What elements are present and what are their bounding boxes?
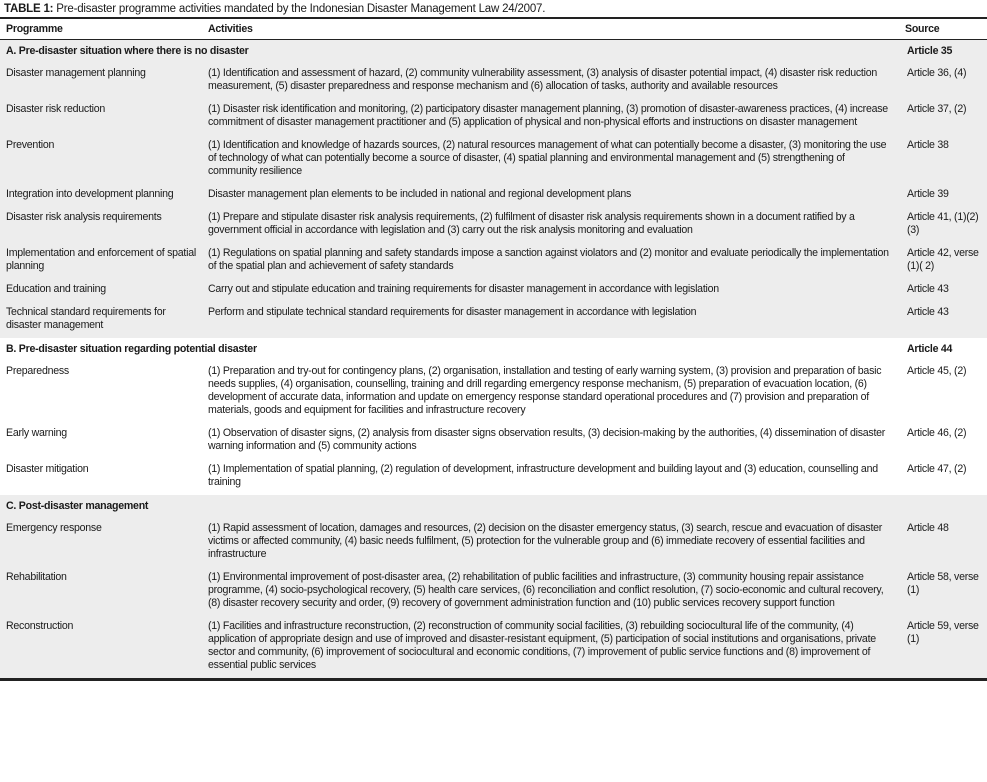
activities-cell: (1) Observation of disaster signs, (2) analysis from disaster signs observation results, (3) decision-making by the authorities, (4) dissemination of disaster warning information and (5) community actions [208, 427, 886, 452]
source-cell: Article 46, (2) [907, 427, 967, 439]
table-row [0, 63, 987, 99]
source-cell: Article 37, (2) [899, 99, 987, 135]
table-row [0, 423, 987, 459]
programme-cell: Education and training [0, 279, 202, 302]
activities-cell: (1) Disaster risk identification and monitoring, (2) participatory disaster management planning, (3) promotion of disaster-awareness practices, (4) increase commitment of disaster management practitioner and (5) application of physical and non-physical efforts and instructions on disaster management [202, 99, 899, 135]
table-row [0, 99, 987, 135]
section-title: C. Post-disaster management [0, 495, 899, 518]
programme-cell: Integration into development planning [0, 184, 202, 207]
activities-cell: (1) Rapid assessment of location, damages and resources, (2) decision on the disaster emergency status, (3) search, rescue and evacuation of disaster victims or affected community, (4) basic needs fulfilment, (5) protection for the vulnerable group and (6) immediate recovery of essential facilities and infrastructure [202, 518, 899, 567]
programme-cell: Implementation and enforcement of spatial planning [0, 243, 202, 279]
source-cell: Article 43 [899, 279, 987, 302]
programme-cell: Disaster mitigation [6, 463, 89, 475]
programme-cell: Emergency response [0, 518, 202, 567]
section-title: B. Pre-disaster situation regarding potential disaster [6, 343, 257, 355]
source-cell: Article 58, verse (1) [899, 567, 987, 616]
programme-cell: Preparedness [6, 365, 69, 377]
programme-cell: Disaster management planning [0, 63, 202, 99]
table-row [0, 135, 987, 184]
caption-label: TABLE 1: [4, 3, 54, 15]
section-source [899, 495, 987, 518]
source-cell: Article 43 [899, 302, 987, 338]
programme-table [0, 19, 987, 681]
activities-cell: Perform and stipulate technical standard requirements for disaster management in accordance with legislation [202, 302, 899, 338]
section-c [0, 495, 987, 680]
table-row [0, 302, 987, 338]
programme-cell: Prevention [0, 135, 202, 184]
section-source: Article 44 [907, 343, 953, 355]
table-row [0, 279, 987, 302]
activities-cell: (1) Identification and knowledge of hazards sources, (2) natural resources management of what can potentially become a disaster, (3) monitoring the use of technology of what can potentially become a source of disaster, (4) spatial planning and environmental management and (5) strengthening of community resilience [202, 135, 899, 184]
table-row [0, 518, 987, 567]
source-cell: Article 47, (2) [907, 463, 967, 475]
table-row [0, 459, 987, 495]
table-row [0, 207, 987, 243]
source-cell: Article 39 [899, 184, 987, 207]
source-cell: Article 45, (2) [907, 365, 967, 377]
activities-cell: (1) Implementation of spatial planning, (2) regulation of development, infrastructure development and building layout and (3) education, counselling and training [208, 463, 878, 488]
source-cell: Article 59, verse (1) [899, 616, 987, 680]
header-programme: Programme [0, 19, 202, 40]
section-source: Article 35 [899, 40, 987, 64]
programme-cell: Disaster risk reduction [0, 99, 202, 135]
activities-cell: (1) Regulations on spatial planning and safety standards impose a sanction against violators and (2) monitor and evaluate periodically the implementation of the spatial plan and achievement of safety standards [202, 243, 899, 279]
section-header-row [0, 495, 987, 518]
activities-cell: (1) Prepare and stipulate disaster risk analysis requirements, (2) fulfilment of disaster risk analysis requirements shown in a document ratified by a government official in accordance with legislation and (3) carry out the risk analysis monitoring and evaluation [202, 207, 899, 243]
source-cell: Article 41, (1)(2)(3) [899, 207, 987, 243]
section-header-row [0, 338, 987, 361]
table-row [0, 184, 987, 207]
table-row [0, 243, 987, 279]
source-cell: Article 36, (4) [899, 63, 987, 99]
section-title: A. Pre-disaster situation where there is no disaster [0, 40, 899, 64]
activities-cell: (1) Facilities and infrastructure reconstruction, (2) reconstruction of community social facilities, (3) rebuilding sociocultural life of the community, (4) application of appropriate design and use of improved and disaster-resistant equipment, (5) participation of social institutions and organisations, private sector and community, (6) improvement of sociocultural and economic conditions, (7) improvement of public service functions and (8) improvement of essential public services [202, 616, 899, 680]
caption-text: Pre-disaster programme activities mandated by the Indonesian Disaster Management Law 24/2007. [53, 3, 546, 15]
table-row [0, 361, 987, 423]
section-header-row [0, 40, 987, 64]
activities-cell: (1) Identification and assessment of hazard, (2) community vulnerability assessment, (3) analysis of disaster potential impact, (4) disaster risk reduction measurement, (5) disaster preparedness and response mechanism and (6) allocation of tasks, authority and available resources [202, 63, 899, 99]
header-source: Source [899, 19, 987, 40]
header-row [0, 19, 987, 40]
activities-cell: Carry out and stipulate education and training requirements for disaster management in accordance with legislation [202, 279, 899, 302]
table-row [0, 567, 987, 616]
activities-cell: (1) Preparation and try-out for contingency plans, (2) organisation, installation and testing of early warning system, (3) provision and preparation of basic needs supplies, (4) organisation, counselling, training and drill regarding emergency response mechanism, (5) preparation of evacuation location, (6) development of accurate data, information and update on emergency response standard operational procedures and (7) provision and preparation of materials, goods and equipment for facilities and infrastructure recovery [208, 365, 882, 416]
programme-cell: Early warning [6, 427, 67, 439]
activities-cell: (1) Environmental improvement of post-disaster area, (2) rehabilitation of public facilities and infrastructure, (3) community housing repair assistance programme, (4) socio-psychological recovery, (5) health care services, (6) reconciliation and conflict resolution, (7) socio-economic and cultural recovery, (8) disaster recovery security and order, (9) recovery of government administration function and (10) public services recovery support function [202, 567, 899, 616]
section-b [0, 338, 987, 495]
programme-cell: Reconstruction [0, 616, 202, 680]
source-cell: Article 42, verse (1)( 2) [899, 243, 987, 279]
activities-cell: Disaster management plan elements to be included in national and regional development plans [202, 184, 899, 207]
programme-cell: Rehabilitation [0, 567, 202, 616]
section-a [0, 40, 987, 339]
source-cell: Article 48 [899, 518, 987, 567]
table-row [0, 616, 987, 680]
programme-cell: Technical standard requirements for disaster management [0, 302, 202, 338]
programme-cell: Disaster risk analysis requirements [0, 207, 202, 243]
source-cell: Article 38 [899, 135, 987, 184]
header-activities: Activities [202, 19, 899, 40]
table-caption [0, 0, 987, 19]
